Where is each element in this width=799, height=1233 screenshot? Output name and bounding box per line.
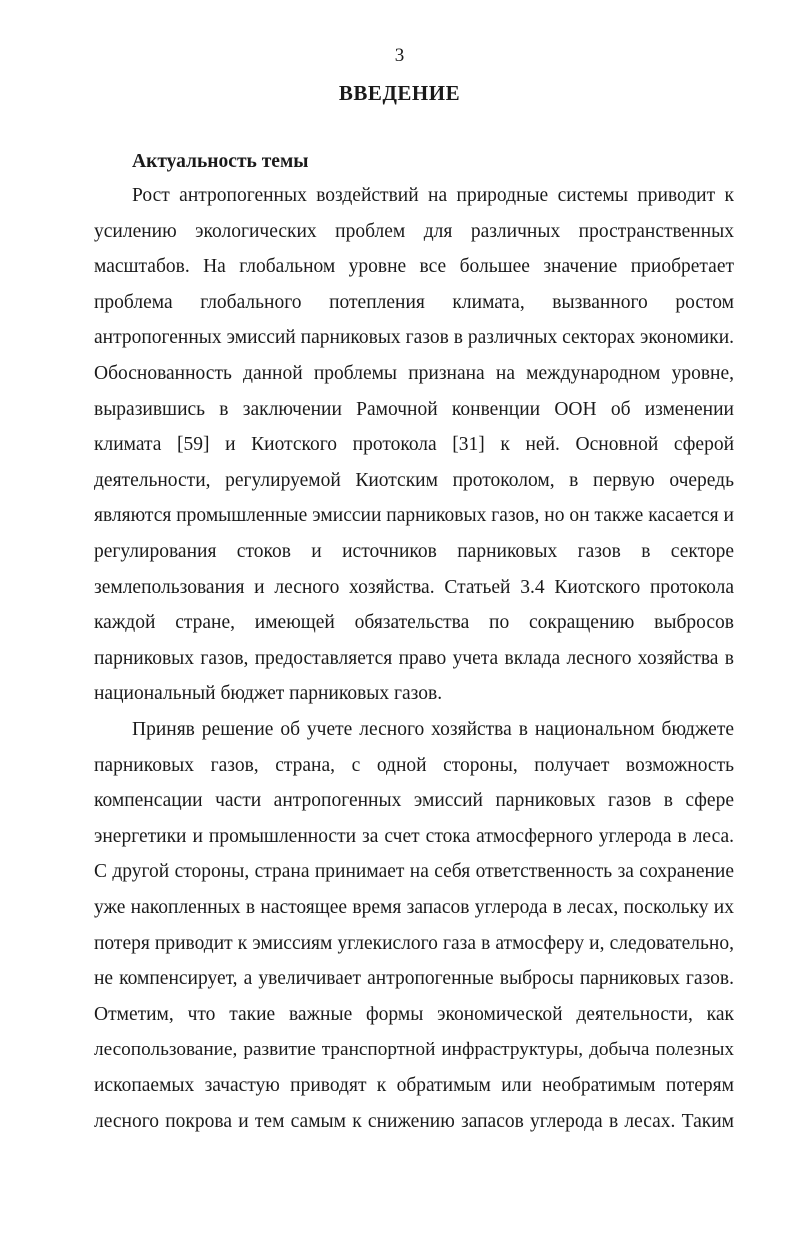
text-line: землепользования и лесного хозяйства. Статьей 3.4 Киотского протокола [94,576,734,598]
text-line: регулирования стоков и источников парниковых газов в секторе [94,540,734,562]
text-line: масштабов. На глобальном уровне все большее значение приобретает [94,256,734,278]
text-line: компенсации части антропогенных эмиссий парниковых газов в сфере [94,790,734,812]
text-line: являются промышленные эмиссии парниковых газов, но он также касается и [94,505,734,527]
section-subheading: Актуальность темы [132,151,309,172]
page-title: ВВЕДЕНИЕ [338,81,461,105]
text-line: уже накопленных в настоящее время запасов углерода в лесах, поскольку их [94,896,734,918]
text-line: лесного покрова и тем самым к снижению запасов углерода в лесах. Таким [94,1110,734,1132]
text-line: деятельности, регулируемой Киотским протоколом, в первую очередь [94,469,734,491]
text-line: лесопользование, развитие транспортной инфраструктуры, добыча полезных [94,1039,734,1061]
text-line: Обоснованность данной проблемы признана на международном уровне, [94,362,734,384]
text-line: национальный бюджет парниковых газов. [94,683,443,705]
paragraph-1 [94,178,734,712]
text-line: Приняв решение об учете лесного хозяйства в национальном бюджете [132,719,734,740]
text-line: антропогенных эмиссий парниковых газов в различных секторах экономики. [94,327,734,349]
text-line: энергетики и промышленности за счет стока атмосферного углерода в леса. [94,825,734,847]
text-line: Рост антропогенных воздействий на природные системы приводит к [132,185,734,206]
paragraph-2 [94,712,734,1139]
text-line: каждой стране, имеющей обязательства по сокращению выбросов [94,612,734,634]
text-line: усилению экологических проблем для различных пространственных [94,220,734,242]
text-line: климата [59] и Киотского протокола [31] к ней. Основной сферой [94,434,734,456]
text-line: не компенсирует, а увеличивает антропогенные выбросы парниковых газов. [94,968,734,990]
text-line: потеря приводит к эмиссиям углекислого газа в атмосферу и, следовательно, [94,932,734,954]
text-line: С другой стороны, страна принимает на себя ответственность за сохранение [94,861,734,883]
text-line: ископаемых зачастую приводят к обратимым или необратимым потерям [94,1074,734,1096]
text-line: Отметим, что такие важные формы экономической деятельности, как [94,1003,734,1025]
text-line: выразившись в заключении Рамочной конвенции ООН об изменении [94,398,734,420]
text-line: парниковых газов, страна, с одной стороны, получает возможность [94,754,734,776]
text-line: парниковых газов, предоставляется право учета вклада лесного хозяйства в [94,647,734,669]
text-line: проблема глобального потепления климата, вызванного ростом [94,291,734,313]
page-number: 3 [394,45,405,66]
